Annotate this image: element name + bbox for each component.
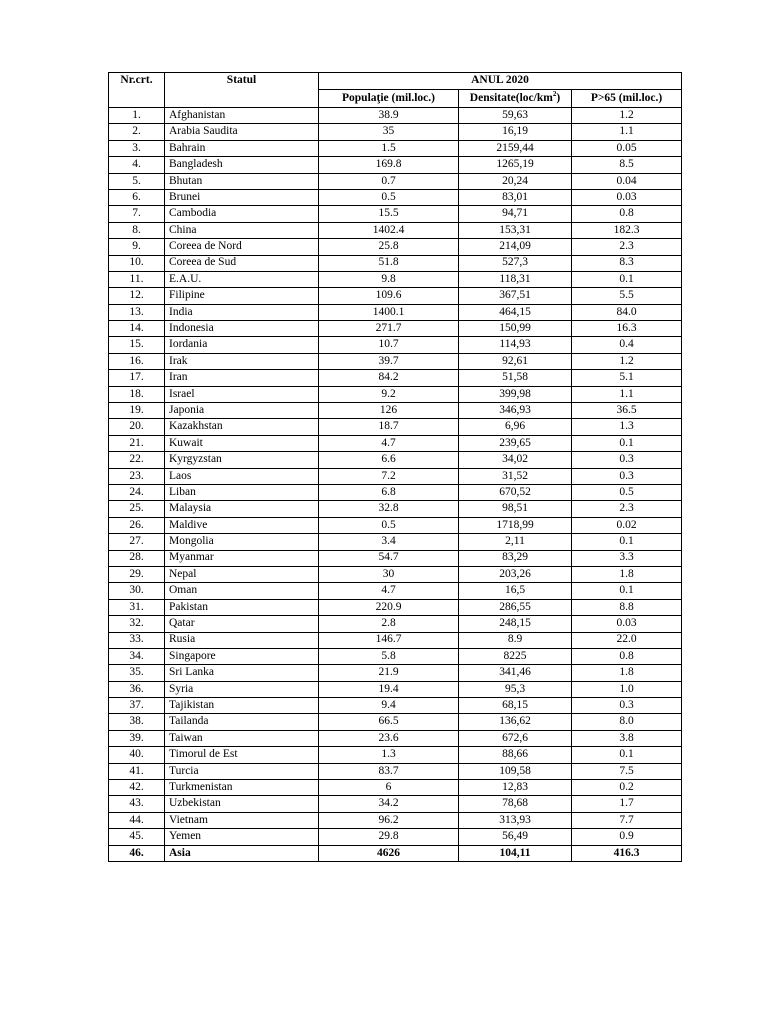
row-density: 88,66 bbox=[459, 747, 572, 763]
table-row bbox=[109, 517, 682, 533]
row-state: Turcia bbox=[165, 763, 319, 779]
table-row bbox=[109, 714, 682, 730]
table-row bbox=[109, 321, 682, 337]
row-population: 0.5 bbox=[319, 517, 459, 533]
row-density: 78,68 bbox=[459, 796, 572, 812]
row-population: 35 bbox=[319, 124, 459, 140]
row-over65: 36.5 bbox=[572, 403, 682, 419]
row-population: 21.9 bbox=[319, 665, 459, 681]
row-nr: 26. bbox=[109, 517, 165, 533]
header-state: Statul bbox=[165, 73, 319, 108]
row-over65: 0.1 bbox=[572, 747, 682, 763]
row-density: 136,62 bbox=[459, 714, 572, 730]
row-nr: 36. bbox=[109, 681, 165, 697]
row-over65: 1.1 bbox=[572, 124, 682, 140]
row-state: Bahrain bbox=[165, 140, 319, 156]
table-row bbox=[109, 108, 682, 124]
row-density: 20,24 bbox=[459, 173, 572, 189]
row-nr: 14. bbox=[109, 321, 165, 337]
table-row bbox=[109, 468, 682, 484]
row-density: 672,6 bbox=[459, 730, 572, 746]
row-population: 7.2 bbox=[319, 468, 459, 484]
row-population: 18.7 bbox=[319, 419, 459, 435]
row-nr: 19. bbox=[109, 403, 165, 419]
row-state: Nepal bbox=[165, 566, 319, 582]
row-state: Malaysia bbox=[165, 501, 319, 517]
row-state: Yemen bbox=[165, 829, 319, 845]
row-nr: 4. bbox=[109, 157, 165, 173]
row-nr: 37. bbox=[109, 698, 165, 714]
row-nr: 45. bbox=[109, 829, 165, 845]
table-row bbox=[109, 698, 682, 714]
row-population: 146.7 bbox=[319, 632, 459, 648]
row-density: 59,63 bbox=[459, 108, 572, 124]
row-over65: 16.3 bbox=[572, 321, 682, 337]
row-population: 2.8 bbox=[319, 616, 459, 632]
row-density: 341,46 bbox=[459, 665, 572, 681]
row-over65: 0.5 bbox=[572, 484, 682, 500]
row-state: Kazakhstan bbox=[165, 419, 319, 435]
row-over65: 1.7 bbox=[572, 796, 682, 812]
table-row bbox=[109, 812, 682, 828]
row-state: Kyrgyzstan bbox=[165, 452, 319, 468]
header-nr: Nr.crt. bbox=[109, 73, 165, 108]
row-population: 5.8 bbox=[319, 648, 459, 664]
row-nr: 38. bbox=[109, 714, 165, 730]
row-population: 30 bbox=[319, 566, 459, 582]
row-over65: 8.8 bbox=[572, 599, 682, 615]
row-nr: 32. bbox=[109, 616, 165, 632]
row-over65: 0.1 bbox=[572, 271, 682, 287]
row-density: 248,15 bbox=[459, 616, 572, 632]
row-density: 118,31 bbox=[459, 271, 572, 287]
row-over65: 0.1 bbox=[572, 435, 682, 451]
row-state: Brunei bbox=[165, 189, 319, 205]
row-over65: 22.0 bbox=[572, 632, 682, 648]
row-population: 169.8 bbox=[319, 157, 459, 173]
row-state: Sri Lanka bbox=[165, 665, 319, 681]
row-over65: 0.2 bbox=[572, 780, 682, 796]
row-density: 203,26 bbox=[459, 566, 572, 582]
row-over65: 1.2 bbox=[572, 353, 682, 369]
row-over65: 1.8 bbox=[572, 665, 682, 681]
row-density: 109,58 bbox=[459, 763, 572, 779]
row-density: 1718,99 bbox=[459, 517, 572, 533]
row-density: 2159,44 bbox=[459, 140, 572, 156]
row-over65: 0.04 bbox=[572, 173, 682, 189]
row-density: 8.9 bbox=[459, 632, 572, 648]
row-population: 19.4 bbox=[319, 681, 459, 697]
table-row bbox=[109, 271, 682, 287]
row-nr: 11. bbox=[109, 271, 165, 287]
row-over65: 1.1 bbox=[572, 386, 682, 402]
row-population: 1402.4 bbox=[319, 222, 459, 238]
table-header bbox=[109, 73, 682, 108]
row-state: Bhutan bbox=[165, 173, 319, 189]
row-density: 214,09 bbox=[459, 239, 572, 255]
row-density: 346,93 bbox=[459, 403, 572, 419]
row-over65: 0.1 bbox=[572, 583, 682, 599]
row-state: Cambodia bbox=[165, 206, 319, 222]
row-density: 2,11 bbox=[459, 534, 572, 550]
table-row bbox=[109, 730, 682, 746]
row-population: 1.5 bbox=[319, 140, 459, 156]
row-density: 1265,19 bbox=[459, 157, 572, 173]
row-density: 286,55 bbox=[459, 599, 572, 615]
row-over65: 0.02 bbox=[572, 517, 682, 533]
row-nr: 9. bbox=[109, 239, 165, 255]
row-over65: 0.4 bbox=[572, 337, 682, 353]
row-population: 9.8 bbox=[319, 271, 459, 287]
row-nr: 29. bbox=[109, 566, 165, 582]
row-nr: 23. bbox=[109, 468, 165, 484]
header-density-sup: 2 bbox=[552, 89, 557, 98]
row-density: 51,58 bbox=[459, 370, 572, 386]
row-state: Timorul de Est bbox=[165, 747, 319, 763]
row-nr: 3. bbox=[109, 140, 165, 156]
row-density: 399,98 bbox=[459, 386, 572, 402]
row-population: 4.7 bbox=[319, 435, 459, 451]
row-over65: 0.03 bbox=[572, 616, 682, 632]
row-over65: 0.3 bbox=[572, 698, 682, 714]
row-density: 83,01 bbox=[459, 189, 572, 205]
row-nr: 1. bbox=[109, 108, 165, 124]
row-nr: 8. bbox=[109, 222, 165, 238]
row-state: Rusia bbox=[165, 632, 319, 648]
row-over65: 5.5 bbox=[572, 288, 682, 304]
table-row bbox=[109, 419, 682, 435]
row-population: 83.7 bbox=[319, 763, 459, 779]
row-nr: 44. bbox=[109, 812, 165, 828]
row-nr: 18. bbox=[109, 386, 165, 402]
row-population: 4.7 bbox=[319, 583, 459, 599]
row-state: Pakistan bbox=[165, 599, 319, 615]
row-over65: 8.5 bbox=[572, 157, 682, 173]
header-row-top bbox=[109, 73, 682, 90]
row-nr: 12. bbox=[109, 288, 165, 304]
total-over65: 416.3 bbox=[572, 845, 682, 861]
row-state: Tajikistan bbox=[165, 698, 319, 714]
row-state: Coreea de Sud bbox=[165, 255, 319, 271]
row-density: 95,3 bbox=[459, 681, 572, 697]
row-state: Afghanistan bbox=[165, 108, 319, 124]
row-population: 1.3 bbox=[319, 747, 459, 763]
row-nr: 13. bbox=[109, 304, 165, 320]
row-population: 126 bbox=[319, 403, 459, 419]
row-nr: 16. bbox=[109, 353, 165, 369]
row-over65: 84.0 bbox=[572, 304, 682, 320]
row-population: 54.7 bbox=[319, 550, 459, 566]
table-row bbox=[109, 124, 682, 140]
table-row bbox=[109, 239, 682, 255]
row-population: 9.2 bbox=[319, 386, 459, 402]
row-population: 9.4 bbox=[319, 698, 459, 714]
row-state: Arabia Saudita bbox=[165, 124, 319, 140]
header-density-close: ) bbox=[556, 91, 561, 104]
row-population: 25.8 bbox=[319, 239, 459, 255]
row-nr: 25. bbox=[109, 501, 165, 517]
row-density: 98,51 bbox=[459, 501, 572, 517]
row-density: 150,99 bbox=[459, 321, 572, 337]
row-population: 84.2 bbox=[319, 370, 459, 386]
table-row bbox=[109, 550, 682, 566]
row-nr: 24. bbox=[109, 484, 165, 500]
header-year-group: ANUL 2020 bbox=[319, 73, 682, 90]
table-row bbox=[109, 747, 682, 763]
row-density: 114,93 bbox=[459, 337, 572, 353]
table-row bbox=[109, 337, 682, 353]
row-density: 12,83 bbox=[459, 780, 572, 796]
header-density-text: Densitate(loc/km bbox=[469, 91, 553, 104]
asia-population-table bbox=[108, 72, 682, 862]
row-state: Qatar bbox=[165, 616, 319, 632]
row-state: India bbox=[165, 304, 319, 320]
row-over65: 0.1 bbox=[572, 534, 682, 550]
row-over65: 2.3 bbox=[572, 239, 682, 255]
row-population: 15.5 bbox=[319, 206, 459, 222]
row-nr: 7. bbox=[109, 206, 165, 222]
row-population: 10.7 bbox=[319, 337, 459, 353]
row-density: 313,93 bbox=[459, 812, 572, 828]
row-population: 34.2 bbox=[319, 796, 459, 812]
table-row bbox=[109, 484, 682, 500]
row-nr: 40. bbox=[109, 747, 165, 763]
row-state: Laos bbox=[165, 468, 319, 484]
row-nr: 31. bbox=[109, 599, 165, 615]
table-row bbox=[109, 632, 682, 648]
table-row bbox=[109, 353, 682, 369]
row-over65: 1.2 bbox=[572, 108, 682, 124]
row-nr: 30. bbox=[109, 583, 165, 599]
row-density: 94,71 bbox=[459, 206, 572, 222]
total-state: Asia bbox=[165, 845, 319, 861]
row-density: 16,19 bbox=[459, 124, 572, 140]
row-population: 32.8 bbox=[319, 501, 459, 517]
header-density bbox=[459, 90, 572, 108]
row-state: Kuwait bbox=[165, 435, 319, 451]
header-over65: P>65 (mil.loc.) bbox=[572, 90, 682, 108]
table-row bbox=[109, 304, 682, 320]
row-density: 56,49 bbox=[459, 829, 572, 845]
row-state: Iran bbox=[165, 370, 319, 386]
row-population: 0.7 bbox=[319, 173, 459, 189]
row-population: 3.4 bbox=[319, 534, 459, 550]
row-over65: 8.0 bbox=[572, 714, 682, 730]
row-density: 16,5 bbox=[459, 583, 572, 599]
row-nr: 41. bbox=[109, 763, 165, 779]
row-density: 239,65 bbox=[459, 435, 572, 451]
row-state: Tailanda bbox=[165, 714, 319, 730]
row-population: 51.8 bbox=[319, 255, 459, 271]
row-state: Coreea de Nord bbox=[165, 239, 319, 255]
row-population: 271.7 bbox=[319, 321, 459, 337]
table-row bbox=[109, 370, 682, 386]
table-row bbox=[109, 599, 682, 615]
row-over65: 1.8 bbox=[572, 566, 682, 582]
row-state: Taiwan bbox=[165, 730, 319, 746]
row-over65: 0.9 bbox=[572, 829, 682, 845]
total-population: 4626 bbox=[319, 845, 459, 861]
row-state: China bbox=[165, 222, 319, 238]
table-row bbox=[109, 796, 682, 812]
row-over65: 3.8 bbox=[572, 730, 682, 746]
table-row bbox=[109, 780, 682, 796]
row-nr: 15. bbox=[109, 337, 165, 353]
row-density: 670,52 bbox=[459, 484, 572, 500]
row-population: 6.6 bbox=[319, 452, 459, 468]
row-over65: 1.3 bbox=[572, 419, 682, 435]
row-nr: 17. bbox=[109, 370, 165, 386]
table-row bbox=[109, 501, 682, 517]
table-row bbox=[109, 255, 682, 271]
row-population: 23.6 bbox=[319, 730, 459, 746]
table-row bbox=[109, 763, 682, 779]
table-row bbox=[109, 288, 682, 304]
table-row bbox=[109, 534, 682, 550]
row-density: 83,29 bbox=[459, 550, 572, 566]
row-state: E.A.U. bbox=[165, 271, 319, 287]
row-population: 96.2 bbox=[319, 812, 459, 828]
row-nr: 10. bbox=[109, 255, 165, 271]
row-over65: 2.3 bbox=[572, 501, 682, 517]
row-nr: 27. bbox=[109, 534, 165, 550]
table-row bbox=[109, 648, 682, 664]
row-state: Bangladesh bbox=[165, 157, 319, 173]
table-row bbox=[109, 665, 682, 681]
row-over65: 0.8 bbox=[572, 648, 682, 664]
row-density: 31,52 bbox=[459, 468, 572, 484]
table-row bbox=[109, 452, 682, 468]
row-density: 153,31 bbox=[459, 222, 572, 238]
row-state: Maldive bbox=[165, 517, 319, 533]
row-density: 6,96 bbox=[459, 419, 572, 435]
row-over65: 5.1 bbox=[572, 370, 682, 386]
row-density: 527,3 bbox=[459, 255, 572, 271]
table-row bbox=[109, 566, 682, 582]
header-population: Populaţie (mil.loc.) bbox=[319, 90, 459, 108]
row-nr: 34. bbox=[109, 648, 165, 664]
table-row bbox=[109, 435, 682, 451]
row-state: Israel bbox=[165, 386, 319, 402]
row-nr: 21. bbox=[109, 435, 165, 451]
row-nr: 42. bbox=[109, 780, 165, 796]
row-nr: 5. bbox=[109, 173, 165, 189]
total-nr: 46. bbox=[109, 845, 165, 861]
row-over65: 1.0 bbox=[572, 681, 682, 697]
row-over65: 182.3 bbox=[572, 222, 682, 238]
row-population: 220.9 bbox=[319, 599, 459, 615]
row-population: 6.8 bbox=[319, 484, 459, 500]
table-row bbox=[109, 222, 682, 238]
row-state: Iordania bbox=[165, 337, 319, 353]
row-nr: 2. bbox=[109, 124, 165, 140]
row-nr: 20. bbox=[109, 419, 165, 435]
row-state: Liban bbox=[165, 484, 319, 500]
row-state: Indonesia bbox=[165, 321, 319, 337]
table-body bbox=[109, 108, 682, 862]
row-density: 8225 bbox=[459, 648, 572, 664]
row-density: 367,51 bbox=[459, 288, 572, 304]
row-state: Mongolia bbox=[165, 534, 319, 550]
table-row bbox=[109, 681, 682, 697]
row-over65: 0.03 bbox=[572, 189, 682, 205]
row-over65: 0.3 bbox=[572, 452, 682, 468]
table-total-row bbox=[109, 845, 682, 861]
row-state: Singapore bbox=[165, 648, 319, 664]
row-population: 39.7 bbox=[319, 353, 459, 369]
table-row bbox=[109, 189, 682, 205]
row-population: 66.5 bbox=[319, 714, 459, 730]
row-state: Japonia bbox=[165, 403, 319, 419]
row-over65: 0.05 bbox=[572, 140, 682, 156]
row-nr: 35. bbox=[109, 665, 165, 681]
table-row bbox=[109, 173, 682, 189]
row-density: 464,15 bbox=[459, 304, 572, 320]
row-population: 6 bbox=[319, 780, 459, 796]
row-nr: 43. bbox=[109, 796, 165, 812]
row-population: 109.6 bbox=[319, 288, 459, 304]
table-row bbox=[109, 616, 682, 632]
row-state: Turkmenistan bbox=[165, 780, 319, 796]
table-row bbox=[109, 140, 682, 156]
row-state: Syria bbox=[165, 681, 319, 697]
table-row bbox=[109, 403, 682, 419]
table-row bbox=[109, 206, 682, 222]
row-state: Vietnam bbox=[165, 812, 319, 828]
row-density: 92,61 bbox=[459, 353, 572, 369]
row-population: 1400.1 bbox=[319, 304, 459, 320]
row-state: Uzbekistan bbox=[165, 796, 319, 812]
row-nr: 39. bbox=[109, 730, 165, 746]
row-over65: 3.3 bbox=[572, 550, 682, 566]
row-nr: 22. bbox=[109, 452, 165, 468]
table-row bbox=[109, 157, 682, 173]
row-nr: 6. bbox=[109, 189, 165, 205]
table-row bbox=[109, 386, 682, 402]
row-over65: 0.8 bbox=[572, 206, 682, 222]
row-over65: 7.5 bbox=[572, 763, 682, 779]
row-population: 29.8 bbox=[319, 829, 459, 845]
row-density: 68,15 bbox=[459, 698, 572, 714]
table-row bbox=[109, 583, 682, 599]
row-over65: 8.3 bbox=[572, 255, 682, 271]
row-state: Myanmar bbox=[165, 550, 319, 566]
row-state: Filipine bbox=[165, 288, 319, 304]
row-over65: 7.7 bbox=[572, 812, 682, 828]
row-population: 0.5 bbox=[319, 189, 459, 205]
row-nr: 28. bbox=[109, 550, 165, 566]
row-state: Oman bbox=[165, 583, 319, 599]
total-density: 104,11 bbox=[459, 845, 572, 861]
table-row bbox=[109, 829, 682, 845]
row-nr: 33. bbox=[109, 632, 165, 648]
row-state: Irak bbox=[165, 353, 319, 369]
row-density: 34,02 bbox=[459, 452, 572, 468]
row-over65: 0.3 bbox=[572, 468, 682, 484]
row-population: 38.9 bbox=[319, 108, 459, 124]
